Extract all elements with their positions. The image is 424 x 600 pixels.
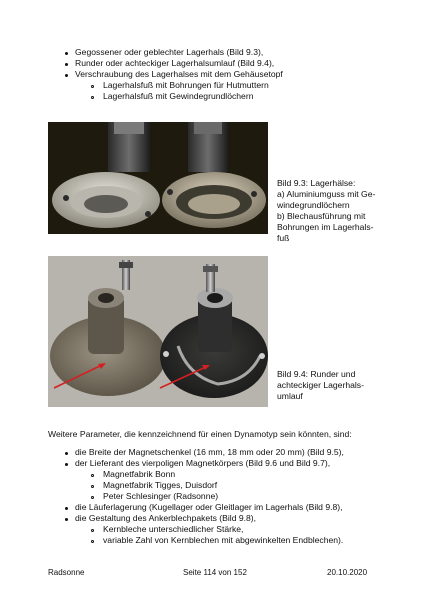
sub-list-item: Magnetfabrik Tigges, Duisdorf: [103, 480, 218, 490]
photo-neck-circumference-drawing: [48, 256, 268, 407]
sub-list-item: Lagerhalsfuß mit Bohrungen für Hutmuttern: [103, 80, 269, 90]
sub-bullet-icon: [91, 485, 94, 488]
caption-line: Bild 9.3: Lagerhälse:: [277, 178, 356, 188]
photo-bearing-necks: [48, 122, 268, 234]
bullet-icon: [65, 518, 68, 521]
caption-line: achteckiger Lagerhals-: [277, 380, 364, 390]
sub-bullet-icon: [91, 529, 94, 532]
caption-line: a) Aluminiumguss mit Ge-: [277, 189, 376, 199]
caption-line: windegrundlöchern: [277, 200, 350, 210]
sub-bullet-icon: [91, 540, 94, 543]
sub-bullet-icon: [91, 85, 94, 88]
sub-list-item: Lagerhalsfuß mit Gewindegrundlöchern: [103, 91, 254, 101]
sub-list-item: Magnetfabrik Bonn: [103, 469, 176, 479]
sub-list-item: Peter Schlesinger (Radsonne): [103, 491, 219, 501]
sub-bullet-icon: [91, 96, 94, 99]
caption-line: fuß: [277, 233, 290, 243]
photo-neck-circumference: [48, 256, 268, 407]
list-item: Gegossener oder geblechter Lagerhals (Bild 9.3),: [75, 47, 264, 57]
sub-list-item: Kernbleche unterschiedlicher Stärke,: [103, 524, 244, 534]
caption-line: Bohrungen im Lagerhals-: [277, 222, 374, 232]
bullet-icon: [65, 74, 68, 77]
caption-line: Bild 9.4: Runder und: [277, 369, 356, 379]
page-number: Seite 114 von 152: [183, 568, 247, 577]
bullet-icon: [65, 463, 68, 466]
bullet-icon: [65, 52, 68, 55]
caption-line: umlauf: [277, 391, 303, 401]
photo-bearing-necks-drawing: [48, 122, 268, 234]
bullet-icon: [65, 63, 68, 66]
list-item: die Läuferlagerung (Kugellager oder Gleitlager im Lagerhals (Bild 9.8),: [75, 502, 343, 512]
list-item: Verschraubung des Lagerhalses mit dem Gehäusetopf: [75, 69, 283, 79]
caption-line: b) Blechausführung mit: [277, 211, 366, 221]
bullet-icon: [65, 452, 68, 455]
list-item: Runder oder achteckiger Lagerhalsumlauf (Bild 9.4),: [75, 58, 275, 68]
footer-left: Radsonne: [48, 568, 85, 577]
bullet-icon: [65, 507, 68, 510]
list-item: der Lieferant des vierpoligen Magnetkörpers (Bild 9.6 und Bild 9.7),: [75, 458, 331, 468]
list-item: die Gestaltung des Ankerblechpakets (Bild 9.8),: [75, 513, 257, 523]
intro-paragraph: Weitere Parameter, die kennzeichnend für einen Dynamotyp sein könnten, sind:: [48, 429, 352, 439]
sub-list-item: variable Zahl von Kernblechen mit abgewinkelten Endblechen).: [103, 535, 344, 545]
list-item: die Breite der Magnetschenkel (16 mm, 18 mm oder 20 mm) (Bild 9.5),: [75, 447, 344, 457]
sub-bullet-icon: [91, 474, 94, 477]
footer-date: 20.10.2020: [327, 568, 368, 577]
sub-bullet-icon: [91, 496, 94, 499]
